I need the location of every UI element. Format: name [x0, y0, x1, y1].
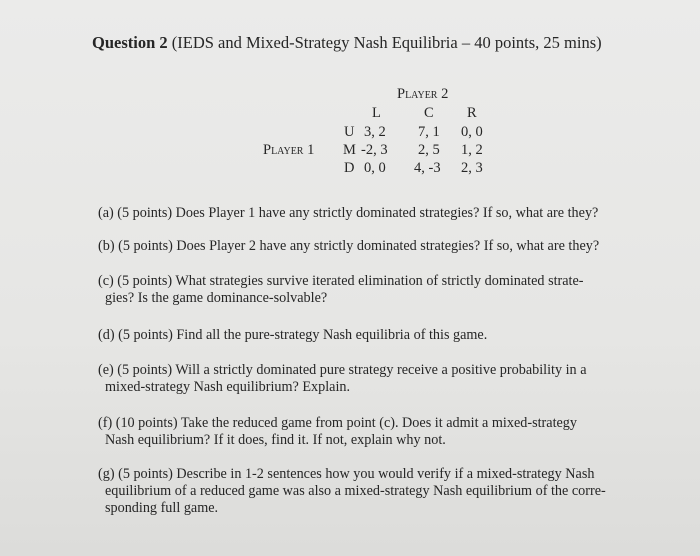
- row-label: D: [344, 160, 355, 176]
- col-header: R: [467, 105, 477, 121]
- col-header: C: [424, 105, 434, 121]
- question-text: (b) (5 points) Does Player 2 have any strictly dominated strategies? If so, what are they?: [98, 238, 600, 254]
- question-d: [98, 327, 658, 344]
- question-a: [98, 205, 658, 222]
- question-text: mixed-strategy Nash equilibrium? Explain.: [105, 379, 351, 395]
- question-title: [92, 33, 602, 53]
- payoff-cell: 3, 2: [364, 124, 386, 140]
- question-c: [98, 273, 658, 307]
- question-text: equilibrium of a reduced game was also a mixed-strategy Nash equilibrium of the corre-: [105, 483, 606, 499]
- payoff-cell: 0, 0: [461, 124, 483, 140]
- question-e: [98, 362, 658, 396]
- question-text: (f) (10 points) Take the reduced game from point (c). Does it admit a mixed-strategy: [98, 415, 577, 431]
- payoff-cell: 1, 2: [461, 142, 483, 158]
- question-text: sponding full game.: [105, 500, 219, 516]
- question-subtitle: (IEDS and Mixed-Strategy Nash Equilibria – 40 points, 25 mins): [171, 33, 602, 52]
- question-g: [98, 466, 658, 517]
- question-text: (g) (5 points) Describe in 1-2 sentences how you would verify if a mixed-strategy Nash: [98, 466, 595, 482]
- question-text: (c) (5 points) What strategies survive iterated elimination of strictly dominated strate-: [98, 273, 584, 289]
- col-header: L: [372, 105, 381, 121]
- player2-label: Player 2: [397, 86, 449, 102]
- payoff-cell: 4, -3: [414, 160, 441, 176]
- payoff-cell: 7, 1: [418, 124, 440, 140]
- payoff-cell: 0, 0: [364, 160, 386, 176]
- question-f: [98, 415, 658, 449]
- payoff-cell: 2, 5: [418, 142, 440, 158]
- question-text: (d) (5 points) Find all the pure-strategy Nash equilibria of this game.: [98, 327, 488, 343]
- row-label: U: [344, 124, 355, 140]
- question-b: [98, 238, 658, 255]
- question-text: Nash equilibrium? If it does, find it. If not, explain why not.: [105, 432, 446, 448]
- payoff-cell: -2, 3: [361, 142, 388, 158]
- question-number: Question 2: [92, 33, 168, 52]
- question-text: gies? Is the game dominance-solvable?: [105, 290, 328, 306]
- question-text: (e) (5 points) Will a strictly dominated pure strategy receive a positive probability in a: [98, 362, 587, 378]
- row-label: M: [343, 142, 356, 158]
- question-text: (a) (5 points) Does Player 1 have any strictly dominated strategies? If so, what are they?: [98, 205, 599, 221]
- payoff-cell: 2, 3: [461, 160, 483, 176]
- player1-label: Player 1: [263, 142, 315, 158]
